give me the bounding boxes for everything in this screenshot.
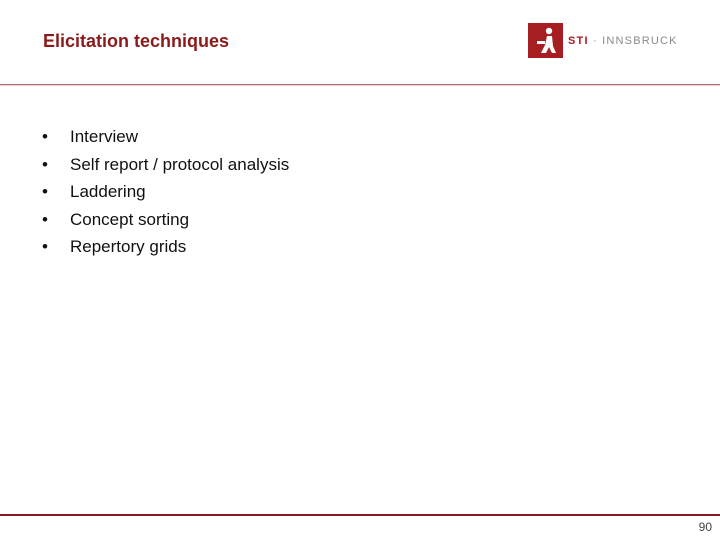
- page-number: 90: [698, 520, 712, 534]
- bullet-text: Laddering: [70, 182, 146, 201]
- logo-text-sti: STI: [568, 35, 589, 47]
- sti-person-logo-icon: [528, 23, 563, 58]
- logo-wordmark: [568, 35, 678, 47]
- header-divider-shadow: [0, 85, 720, 86]
- bullet-text: Interview: [70, 127, 139, 146]
- logo-separator: ·: [588, 35, 603, 47]
- bullet-text: Self report / protocol analysis: [70, 154, 290, 174]
- slide-title: Elicitation techniques: [43, 31, 230, 51]
- bullet-icon: •: [42, 154, 48, 174]
- logo-text-innsbruck: INNSBRUCK: [602, 35, 678, 47]
- bullet-text: Concept sorting: [70, 209, 190, 229]
- bullet-text: Repertory grids: [70, 237, 187, 256]
- footer-divider: [0, 514, 720, 516]
- bullet-icon: •: [42, 237, 48, 256]
- bullet-icon: •: [42, 127, 48, 146]
- bullet-icon: •: [42, 182, 48, 201]
- bullet-icon: •: [42, 209, 48, 229]
